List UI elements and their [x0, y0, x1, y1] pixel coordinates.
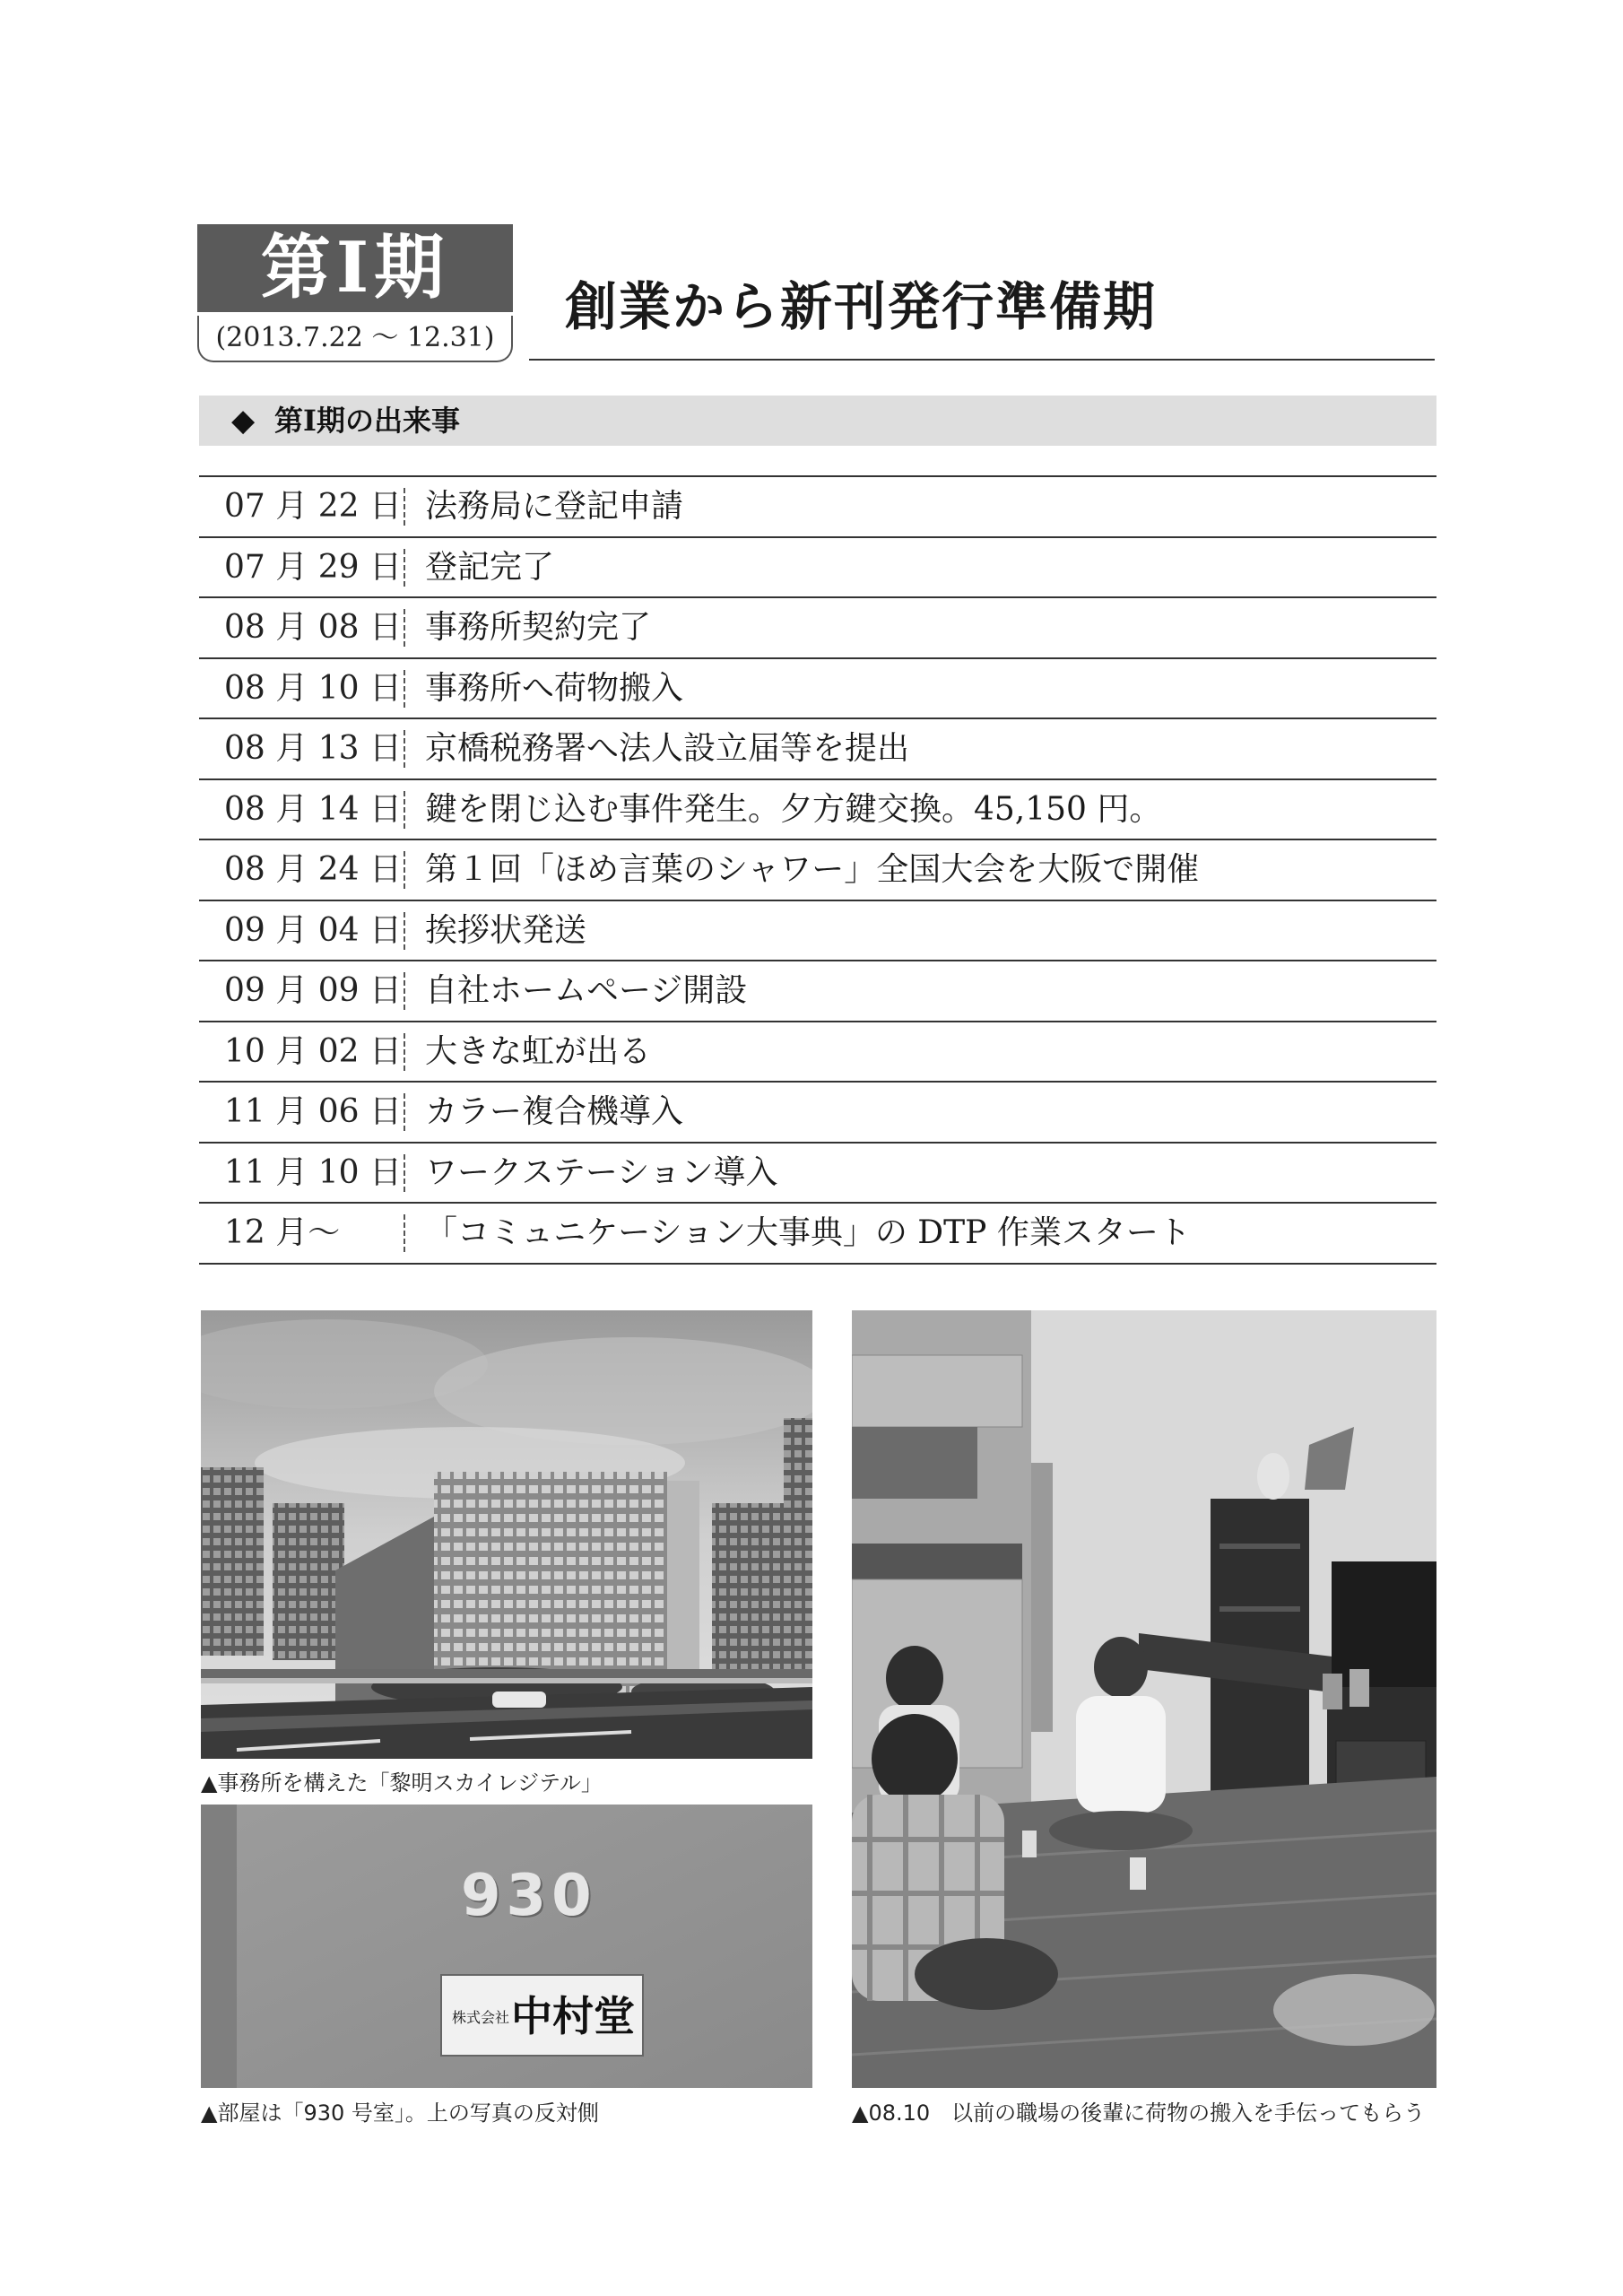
event-date: 08 月 14 日: [224, 790, 402, 828]
dashed-separator: [404, 1093, 405, 1131]
diamond-icon: ◆: [231, 403, 256, 439]
event-text: 登記完了: [425, 548, 555, 586]
event-text: 自社ホームページ開設: [425, 972, 748, 1009]
event-text: 第１回「ほめ言葉のシャワー」全国大会を大阪で開催: [425, 851, 1200, 888]
room-caption: ▲08.10 以前の職場の後輩に荷物の搬入を手伝ってもらう: [852, 2100, 1426, 2126]
dashed-separator: [404, 730, 405, 768]
event-row: [199, 718, 1436, 778]
event-date: 08 月 08 日: [224, 609, 402, 646]
room-photo: [852, 1310, 1436, 2088]
event-text: 挨拶状発送: [425, 911, 587, 949]
dashed-separator: [404, 670, 405, 708]
period-range: (2013.7.22 ～ 12.31): [197, 316, 513, 362]
door-photo: [201, 1805, 812, 2088]
event-row: [199, 657, 1436, 718]
event-text: 大きな虹が出る: [425, 1032, 652, 1070]
dashed-separator: [404, 1154, 405, 1192]
dashed-separator: [404, 549, 405, 587]
event-row: [199, 1142, 1436, 1203]
event-row: [199, 596, 1436, 657]
dashed-separator: [404, 488, 405, 526]
door-plate-small: 株式会社: [452, 2009, 510, 2026]
event-row: [199, 960, 1436, 1021]
building-photo: [201, 1310, 812, 1759]
event-text: 鍵を閉じ込む事件発生。夕方鍵交換。45,150 円。: [425, 790, 1162, 828]
event-row: [199, 778, 1436, 839]
dashed-separator: [404, 1214, 405, 1252]
event-text: 京橋税務署へ法人設立届等を提出: [425, 730, 910, 767]
event-row: [199, 475, 1436, 536]
dashed-separator: [404, 791, 405, 829]
event-row: [199, 536, 1436, 597]
door-plate-name: 中村堂: [511, 1992, 635, 2040]
event-date: 08 月 24 日: [224, 851, 402, 888]
event-row: [199, 900, 1436, 961]
section-title: 第Ⅰ期の出来事: [274, 404, 460, 438]
events-table: [199, 475, 1436, 1265]
event-date: 11 月 06 日: [224, 1093, 402, 1130]
dashed-separator: [404, 1033, 405, 1071]
event-date: 09 月 09 日: [224, 972, 402, 1009]
dashed-separator: [404, 851, 405, 889]
event-text: 「コミュニケーション大事典」の DTP 作業スタート: [425, 1214, 1191, 1251]
event-date: 07 月 29 日: [224, 548, 402, 586]
event-text: 法務局に登記申請: [425, 488, 684, 525]
title-rule: [529, 359, 1435, 361]
dashed-separator: [404, 609, 405, 647]
building-caption: ▲事務所を構えた「黎明スカイレジテル」: [201, 1770, 603, 1796]
event-text: ワークステーション導入: [425, 1153, 778, 1191]
event-row: [199, 1081, 1436, 1142]
event-text: カラー複合機導入: [425, 1093, 684, 1130]
dashed-separator: [404, 912, 405, 950]
dashed-separator: [404, 972, 405, 1010]
event-row: [199, 1021, 1436, 1082]
event-date: 11 月 10 日: [224, 1153, 402, 1191]
event-text: 事務所へ荷物搬入: [425, 669, 684, 707]
event-date: 12 月～: [224, 1214, 341, 1251]
event-date: 07 月 22 日: [224, 488, 402, 525]
door-caption: ▲部屋は「930 号室」。上の写真の反対側: [201, 2100, 599, 2126]
event-row: [199, 1202, 1436, 1265]
event-date: 09 月 04 日: [224, 911, 402, 949]
event-text: 事務所契約完了: [425, 609, 652, 646]
event-row: [199, 839, 1436, 900]
event-date: 08 月 10 日: [224, 669, 402, 707]
period-badge: 第Ⅰ期: [197, 224, 513, 312]
event-date: 10 月 02 日: [224, 1032, 402, 1070]
door-number: 930: [461, 1863, 597, 1929]
event-date: 08 月 13 日: [224, 730, 402, 767]
page-title: 創業から新刊発行準備期: [565, 276, 1158, 337]
